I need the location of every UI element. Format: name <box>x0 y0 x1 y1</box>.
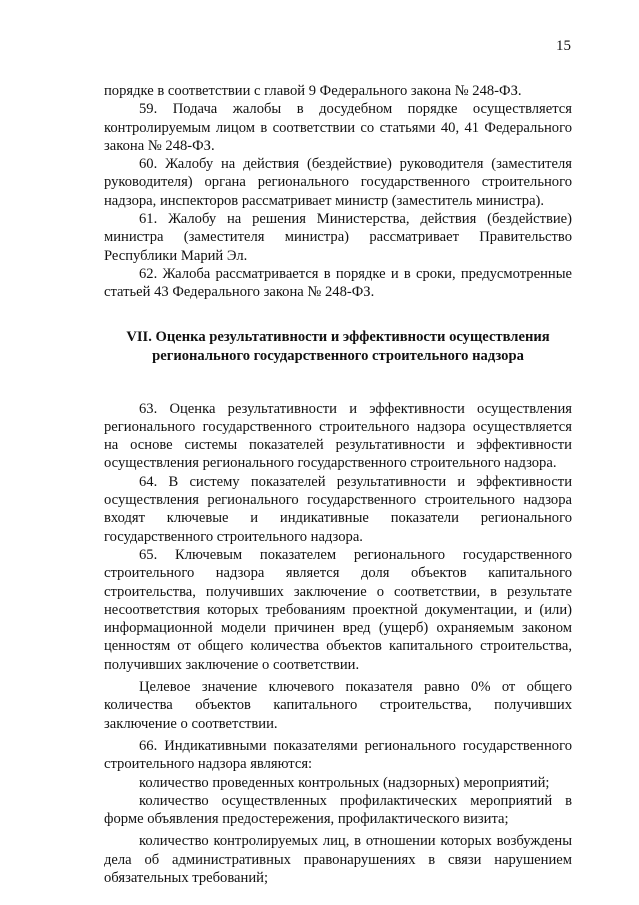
document-body <box>104 82 572 887</box>
paragraph-66: 66. Индикативными показателями регионального государственного строительного надзора являются: <box>104 737 572 773</box>
paragraph-66-item-3: количество контролируемых лиц, в отношении которых возбуждены дела об административных правонарушениях в связи нарушением обязательных требований; <box>104 833 572 886</box>
paragraph-66-item-2: количество осуществленных профилактических мероприятий в форме объявления предостережения, профилактического визита; <box>104 792 572 828</box>
section-heading <box>104 328 572 366</box>
section-heading-line-2: регионального государственного строительного надзора <box>152 347 524 364</box>
paragraph-65-target: Целевое значение ключевого показателя равно 0% от общего количества объектов капитального строительства, получивших заключение о соответствии. <box>104 679 572 732</box>
page-number: 15 <box>556 38 571 54</box>
paragraph-62: 62. Жалоба рассматривается в порядке и в сроки, предусмотренные статьей 43 Федерального закона № 248-ФЗ. <box>104 265 572 301</box>
paragraph-64: 64. В систему показателей результативности и эффективности осуществления регионального государственного строительного надзора входят ключевые и индикативные показатели регионального государственного строительного надзора. <box>104 473 572 545</box>
paragraph-61: 61. Жалобу на решения Министерства, действия (бездействие) министра (заместителя министра) рассматривает Правительство Республики Марий Эл. <box>104 211 572 264</box>
paragraph-66-item-1: количество проведенных контрольных (надзорных) мероприятий; <box>139 774 550 791</box>
paragraph-65: 65. Ключевым показателем регионального государственного строительного надзора является доля объектов капитального строительства, получивших заключение о соответствии, в результате несоответствия которых требованиям проектной документации, и (или) информационной модели причинен вред (ущерб) охраняемым законом ценностям от общего количества объектов капитального строительства, получивших заключение о соответствии. <box>104 546 572 673</box>
paragraph-59: 59. Подача жалобы в досудебном порядке осуществляется контролируемым лицом в соответствии со статьями 40, 41 Федерального закона № 248-ФЗ. <box>104 101 572 154</box>
paragraph-63: 63. Оценка результативности и эффективности осуществления регионального государственного строительного надзора осуществляется на основе системы показателей результативности и эффективности осуществления регионального государственного строительного надзора. <box>104 400 572 472</box>
paragraph-60: 60. Жалобу на действия (бездействие) руководителя (заместителя руководителя) органа регионального государственного строительного надзора, инспекторов рассматривает министр (заместитель министра). <box>104 156 572 209</box>
paragraph-continuation: порядке в соответствии с главой 9 Федерального закона № 248-ФЗ. <box>104 83 522 99</box>
section-heading-line-1: VII. Оценка результативности и эффективности осуществления <box>126 328 550 345</box>
